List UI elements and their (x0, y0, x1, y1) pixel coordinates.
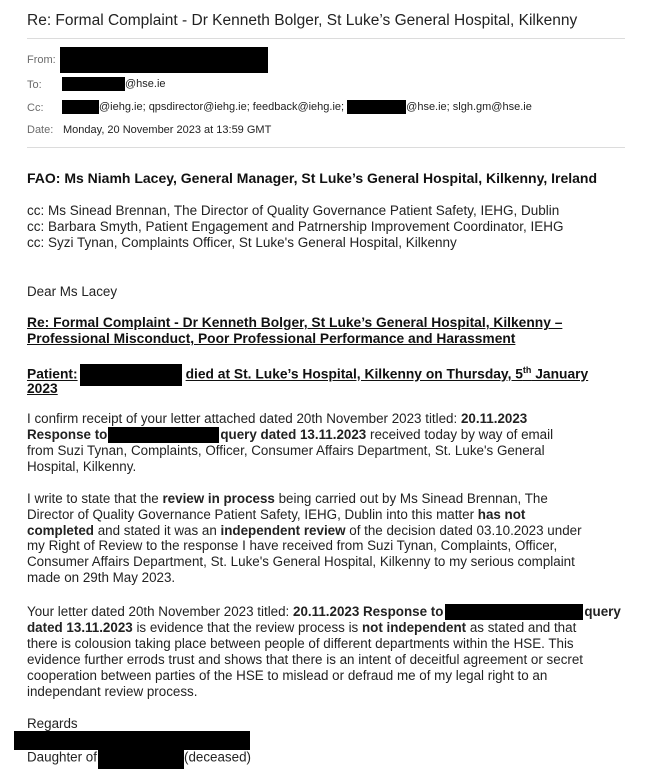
patient-year: 2023 (27, 381, 58, 396)
redacted-name-1 (108, 427, 219, 443)
signature-line: Daughter of (deceased) (27, 747, 251, 769)
cc-addresses-1: @iehg.ie; qpsdirector@iehg.ie; feedback@iehg.ie; (99, 100, 345, 113)
closing-regards: Regards (27, 716, 78, 731)
cc-label: Cc: (27, 102, 44, 114)
cc-value (62, 100, 532, 114)
to-label: To: (27, 79, 42, 91)
re-title-line-1: Re: Formal Complaint - Dr Kenneth Bolger, St Luke’s General Hospital, Kilkenny – (27, 315, 563, 330)
paragraph-review: I write to state that the review in process being carried out by Ms Sinead Brennan, The Director of Quality Governance Patient Safety, IEHG, Dublin into this matter has not completed and stated it was an independent review of the decision dated 03.10.2023 under my Right of Review to the response I have received from Suzi Tynan, Complaints, Officer, Consumer Affairs Department, St. Luke's General Hospital, Kilkenny to my serious complaint made on 29th May 2023. (27, 491, 582, 585)
date-label: Date: (27, 124, 54, 136)
patient-label: Patient: (27, 366, 78, 382)
cc-addresses-2: @hse.ie; slgh.gm@hse.ie (406, 100, 532, 113)
salutation: Dear Ms Lacey (27, 284, 118, 299)
header-divider-bottom (27, 147, 625, 148)
cc-line: cc: Barbara Smyth, Patient Engagement and Patrnership Improvement Coordinator, IEHG (27, 219, 564, 234)
redacted-deceased-name (98, 747, 184, 769)
redacted-name-2 (445, 604, 583, 620)
from-label: From: (27, 54, 56, 66)
email-subject: Re: Formal Complaint - Dr Kenneth Bolger, St Luke’s General Hospital, Kilkenny (27, 12, 578, 29)
patient-text-month: January (531, 366, 589, 382)
patient-text: died at St. Luke’s Hospital, Kilkenny on Thursday, 5 (185, 366, 523, 382)
redacted-recipient (62, 77, 125, 91)
patient-date-suffix: th (522, 365, 532, 376)
paragraph-receipt: I confirm receipt of your letter attached dated 20th November 2023 titled: 20.11.2023 Response to query dated 13.11.2023 received today by way of email from Suzi Tynan, Complaints, Officer, Consumer Affairs Department, St. Luke's General Hospital, Kilkenny. (27, 411, 554, 475)
from-value (60, 47, 268, 73)
cc-line: cc: Syzi Tynan, Complaints Officer, St Luke's General Hospital, Kilkenny (27, 235, 457, 250)
to-domain: @hse.ie (125, 77, 166, 90)
header-divider (27, 38, 625, 39)
patient-line (27, 364, 588, 386)
cc-line: cc: Ms Sinead Brennan, The Director of Quality Governance Patient Safety, IEHG, Dublin (27, 203, 560, 218)
redacted-cc-2 (347, 100, 406, 114)
redacted-patient-name (80, 364, 182, 386)
redacted-cc-1 (62, 100, 99, 114)
to-value (62, 77, 166, 91)
redacted-sender (60, 47, 268, 73)
re-title-line-2: Professional Misconduct, Poor Professional Performance and Harassment (27, 331, 516, 346)
fao-line: FAO: Ms Niamh Lacey, General Manager, St Luke’s General Hospital, Kilkenny, Ireland (27, 170, 598, 186)
paragraph-evidence: Your letter dated 20th November 2023 titled: 20.11.2023 Response to query dated 13.11.2023 is evidence that the review process is not independent as stated and that there is colousion taking place between people of different departments within the HSE. This evidence further errods trust and shows that there is an intent of deceitful agreement or secret cooperation between parties of the HSE to mislead or defraud me of my legal right to an independant review process. (27, 604, 621, 699)
date-value: Monday, 20 November 2023 at 13:59 GMT (63, 124, 272, 136)
